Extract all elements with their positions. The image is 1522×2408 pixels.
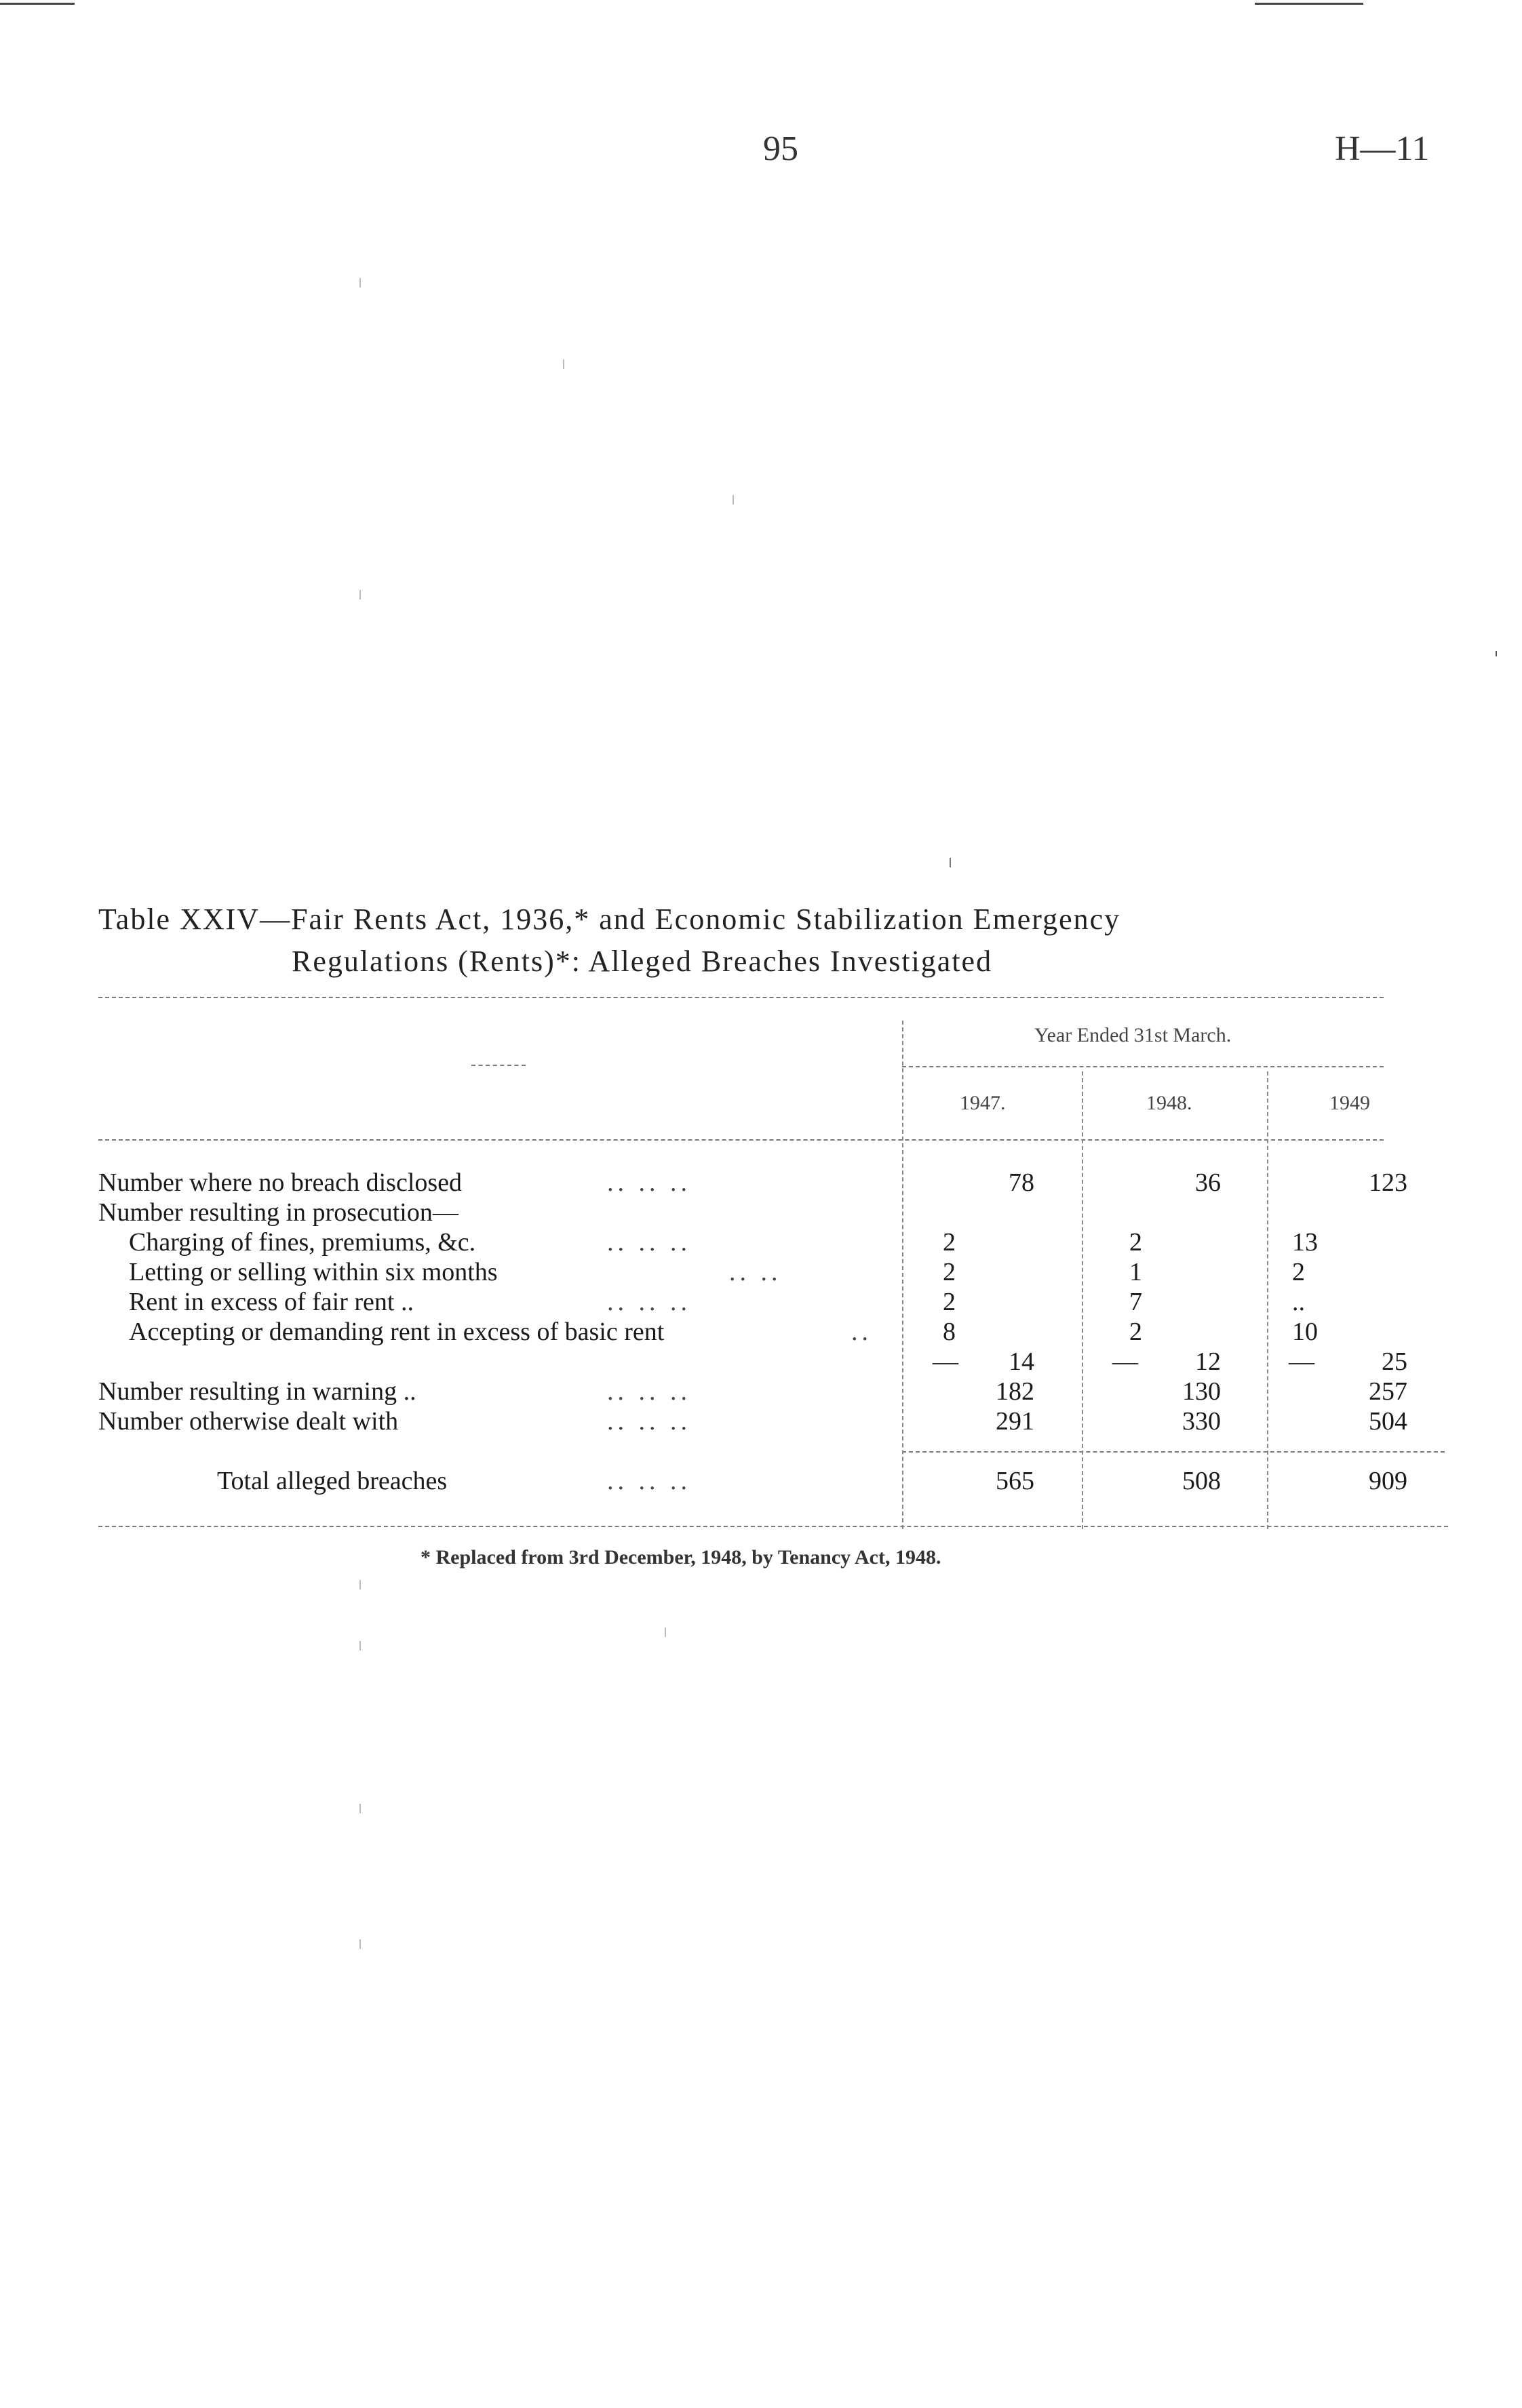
row-leader: .. .. [729, 1258, 782, 1286]
subtotal-dash: — [1289, 1347, 1314, 1376]
cell-subtotal-1947: 14 [1009, 1347, 1034, 1376]
row-label-otherwise: Number otherwise dealt with [98, 1407, 399, 1436]
year-header-1949: 1949 [1329, 1092, 1370, 1114]
scan-speck [359, 1939, 361, 1949]
scan-speck [359, 1580, 361, 1590]
year-header-1947: 1947. [960, 1092, 1006, 1114]
cell-no-breach-1949: 123 [1369, 1168, 1407, 1197]
table-top-rule [98, 997, 1384, 998]
scan-speck [563, 359, 564, 369]
table-bottom-rule [98, 1526, 1448, 1527]
row-leader: .. .. .. [607, 1168, 691, 1197]
year-group-header: Year Ended 31st March. [1034, 1024, 1232, 1046]
cell-total-1947: 565 [996, 1467, 1034, 1495]
cell-total-1949: 909 [1369, 1467, 1407, 1495]
year-header-1948: 1948. [1146, 1092, 1192, 1114]
cell-accepting-1949: 10 [1292, 1318, 1318, 1346]
cell-accepting-1948: 2 [1129, 1318, 1142, 1346]
cell-fines-1948: 2 [1129, 1228, 1142, 1257]
row-label-total: Total alleged breaches [217, 1467, 448, 1495]
cell-accepting-1947: 8 [943, 1318, 956, 1346]
row-leader: .. [851, 1318, 872, 1346]
row-leader: .. .. .. [607, 1228, 691, 1257]
cell-total-1948: 508 [1182, 1467, 1221, 1495]
cell-rent-excess-1947: 2 [943, 1288, 956, 1316]
cell-no-breach-1948: 36 [1195, 1168, 1221, 1197]
scan-speck [359, 590, 361, 599]
row-leader: .. .. .. [607, 1288, 691, 1316]
row-label-warning: Number resulting in warning .. [98, 1377, 416, 1406]
row-label-no-breach: Number where no breach disclosed [98, 1168, 463, 1197]
cell-subtotal-1948: 12 [1195, 1347, 1221, 1376]
cell-fines-1947: 2 [943, 1228, 956, 1257]
cell-warning-1947: 182 [996, 1377, 1034, 1406]
row-label-fines: Charging of fines, premiums, &c. [129, 1228, 476, 1257]
table-title-line-1: Table XXIV—Fair Rents Act, 1936,* and Economic Stabilization Emergency [98, 903, 1121, 936]
cell-warning-1949: 257 [1369, 1377, 1407, 1406]
cell-fines-1949: 13 [1292, 1228, 1318, 1257]
cell-no-breach-1947: 78 [1009, 1168, 1034, 1197]
header-bottom-rule [98, 1139, 1384, 1141]
cell-otherwise-1947: 291 [996, 1407, 1034, 1436]
column-divider [1267, 1071, 1268, 1529]
row-label-rent-excess: Rent in excess of fair rent .. [129, 1288, 414, 1316]
row-label-prosecution: Number resulting in prosecution— [98, 1198, 458, 1227]
scan-speck [950, 858, 951, 867]
row-leader: .. .. .. [607, 1407, 691, 1436]
subtotal-dash: — [933, 1347, 958, 1376]
cell-subtotal-1949: 25 [1382, 1347, 1407, 1376]
subtotal-dash: — [1112, 1347, 1138, 1376]
year-group-rule [902, 1066, 1384, 1067]
stub-header-mark [471, 1065, 526, 1066]
cell-rent-excess-1948: 7 [1129, 1288, 1142, 1316]
row-leader: .. .. .. [607, 1377, 691, 1406]
scan-speck [733, 495, 734, 505]
cell-otherwise-1949: 504 [1369, 1407, 1407, 1436]
cell-letting-1947: 2 [943, 1258, 956, 1286]
page-number: 95 [763, 130, 798, 168]
scan-speck [359, 278, 361, 288]
column-divider [902, 1021, 903, 1529]
scan-speck [359, 1641, 361, 1651]
cell-warning-1948: 130 [1182, 1377, 1221, 1406]
column-divider [1082, 1071, 1083, 1529]
cell-rent-excess-1949: .. [1292, 1288, 1305, 1316]
top-edge-mark [0, 3, 75, 5]
cell-letting-1948: 1 [1129, 1258, 1142, 1286]
total-top-rule [902, 1451, 1445, 1453]
footnote: * Replaced from 3rd December, 1948, by Tenancy Act, 1948. [421, 1546, 941, 1568]
document-reference: H—11 [1335, 130, 1430, 168]
row-label-accepting: Accepting or demanding rent in excess of basic rent [129, 1318, 665, 1346]
row-label-letting: Letting or selling within six months [129, 1258, 498, 1286]
cell-letting-1949: 2 [1292, 1258, 1305, 1286]
top-edge-mark [1255, 3, 1363, 5]
cell-otherwise-1948: 330 [1182, 1407, 1221, 1436]
scan-speck [665, 1627, 666, 1637]
scan-speck [1496, 651, 1497, 656]
table-title-line-2: Regulations (Rents)*: Alleged Breaches Investigated [292, 945, 993, 978]
scan-speck [359, 1804, 361, 1813]
row-leader: .. .. .. [607, 1467, 691, 1495]
